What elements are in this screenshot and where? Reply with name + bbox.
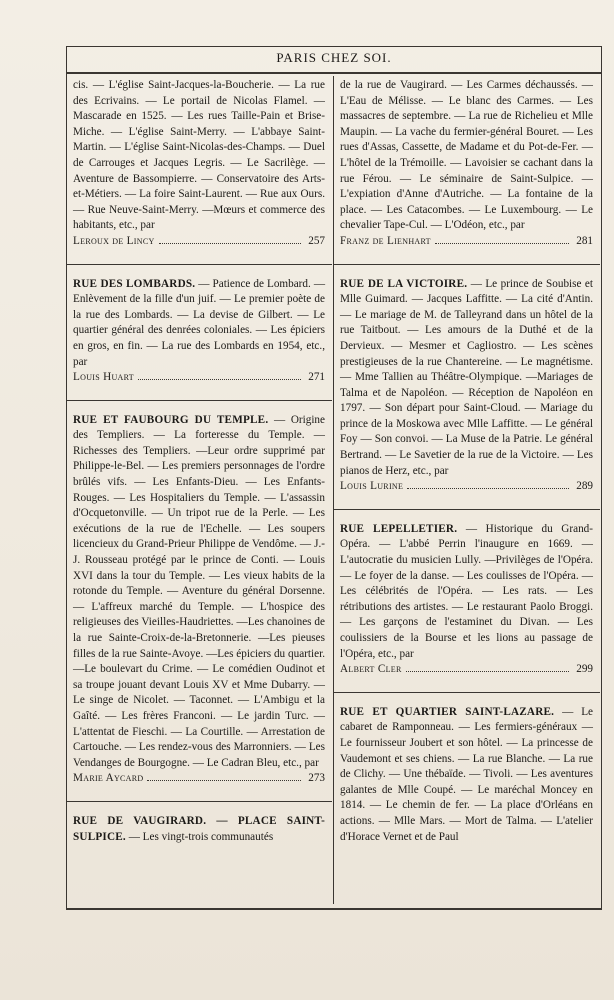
entry-text: — Le cabaret de Ramponneau. — Les fermiers-généraux — Le fournisseur Joubert et son hôtel. — La princesse de Vaudemont et ses chiens. — La rue Blanche. — La rue de Clichy. — Une thébaïde. — Tivoli. — Les aventures galantes de Mlle Coupé. — Le maréchal Moncey en 1814. — Le chemin de fer. — La place d'Orléans en actions. — Mlle Mars. — Mort de Talma. — L'atelier d'Horace Vernet et de Paul — [340, 705, 594, 843]
entry-title: RUE DE VAUGIRARD. — PLACE SAINT-SULPICE. — [73, 814, 325, 843]
entry-body — [73, 413, 325, 772]
toc-entry — [340, 277, 593, 495]
entry-text: — Les vingt-trois communautés — [128, 830, 274, 843]
toc-entry — [73, 78, 325, 250]
entry-author-line — [73, 370, 325, 386]
leader-dots — [138, 379, 301, 380]
entry-page-number: 257 — [308, 234, 325, 247]
entry-page-number: 281 — [576, 234, 593, 247]
entry-body — [340, 78, 593, 234]
entry-title: RUE LEPELLETIER. — [340, 522, 458, 535]
toc-entry — [340, 705, 593, 845]
leader-dots — [406, 671, 569, 672]
entry-text: — Historique du Grand-Opéra. — L'abbé Perrin l'inaugure en 1669. —L'autocratie du musicien Lully. —Privilèges de l'Opéra. — Le foyer de la danse. — Les coulisses de l'Opéra. — Les célébrités de l'Opéra. — Les rats. — Les rétributions des artistes. — Le restaurant Paolo Broggi. — Les garçons de l'estaminet du Divan. — Les coulissiers de la Bourse et les lions au passage de l'Opéra, etc., par — [340, 522, 593, 660]
entry-page-number: 271 — [308, 371, 325, 384]
entry-text: de la rue de Vaugirard. — Les Carmes déchaussés. — L'Eau de Mélisse. — Le blanc des Carmes. — Les massacres de septembre. — La rue de Richelieu et Mlle Maupin. — La vache du fermier-général Bouret. — Les rues d'Assas, Cassette, de Madame et du Pot-de-Fer. — L'hôtel de la Trémoille. — Lavoisier se cachant dans la rue Férou. — Le séminaire de Saint-Sulpice. — L'expiation d'Anne d'Autriche. — La fontaine de la place. — Les Catacombes. — Le Luxembourg. — Le chevalier Tape-Cul. — L'Odéon, etc., par — [340, 79, 593, 232]
entry-body — [73, 814, 325, 845]
leader-dots — [159, 243, 301, 244]
right-column — [340, 78, 593, 859]
column-divider — [333, 76, 334, 904]
entry-separator — [333, 692, 600, 693]
toc-entry — [73, 277, 325, 386]
entry-author: Franz de Lienhart — [340, 234, 431, 247]
left-column — [73, 78, 325, 859]
entry-author: Marie Aycard — [73, 772, 144, 785]
leader-dots — [435, 243, 569, 244]
entry-title: RUE DES LOMBARDS. — [73, 277, 196, 290]
entry-page-number: 299 — [576, 663, 593, 676]
entry-separator — [66, 264, 332, 265]
leader-dots — [407, 488, 569, 489]
entry-author-line — [73, 234, 325, 250]
entry-author-line — [340, 479, 593, 495]
entry-text: — Origine des Templiers. — La forteresse du Temple. — Richesses des Templiers. —Leur ordre supprimé par Philippe-le-Bel. — Les premiers personnages de l'ordre brûlés vifs. — Les Enfants-Dieu. — Les Enfants-Rouges. — Les Hospitaliers du Temple. — L'assassin d'Ocquetonville. — Un tripot rue de la Perle. — Les exécutions de la rue de l'Echelle. — Les soupers licencieux du Grand-Prieur Philippe de Vendôme. — J.-J. Rousseau protégé par le prince de Conti. — Louis XVI dans la tour du Temple. — Les vieux habits de la rotonde du Temple. — Aventure du général Dorsenne. — L'affreux marché du Temple. — L'hospice des religieuses des Vieilles-Haudriettes. —Les chanoines de la rue Sainte-Croix-de-la-Bretonnerie. —Les pieuses filles de la rue Sainte-Avoye. —Les épiciers du quartier. —Le boulevart du Crime. — Le comédien Oudinot et sa troupe jouant devant Louis XV et Mme Dubarry. — Le singe de Nicolet. — Taconnet. — L'Ambigu et la Gaîté. — Les frères Franconi. — Le jardin Turc. — L'attentat de Fieschi. — La Courtille. — Arrestation de Cartouche. — Les rendez-vous des Marronniers. — Les Vendanges de Bourgogne. — Le Cadran Bleu, etc., par — [73, 413, 325, 769]
toc-entry — [340, 522, 593, 678]
entry-author-line — [73, 771, 325, 787]
entry-title: RUE ET FAUBOURG DU TEMPLE. — [73, 413, 269, 426]
toc-entry — [73, 413, 325, 787]
entry-text: cis. — L'église Saint-Jacques-la-Boucherie. — La rue des Ecrivains. — Le portail de Nicolas Flamel. — Mascarade en 1525. — Les rues Taille-Pain et Brise-Miche. — L'église Saint-Merry. — L'abbaye Saint-Martin. — L'église Saint-Nicolas-des-Champs. — Duel de Carrouges et Jacques Legris. — Le Sacrilège. — Aventure de Bassompierre. — Conservatoire des Arts-et-Métiers. — La foire Saint-Laurent. — Rue aux Ours. — Rue Neuve-Saint-Merry. —Mœurs et commerce des habitants, etc., par — [73, 79, 325, 232]
entry-author: Albert Cler — [340, 663, 402, 676]
entry-author-line — [340, 234, 593, 250]
entry-title: RUE DE LA VICTOIRE. — [340, 277, 468, 290]
entry-page-number: 289 — [576, 480, 593, 493]
entry-separator — [333, 264, 600, 265]
entry-title: RUE ET QUARTIER SAINT-LAZARE. — [340, 705, 555, 718]
entry-body — [340, 277, 593, 480]
toc-entry — [340, 78, 593, 250]
entry-body — [340, 522, 593, 662]
entry-text: — Patience de Lombard. — Enlèvement de la fille d'un juif. — Le premier poète de la rue des Lombards. — La devise de Gilbert. — Le quartier général des denrées coloniales. — Les épiciers en gros, en fin. — La rue des Lombards en 1954, etc., par — [73, 277, 326, 368]
entry-page-number: 273 — [308, 772, 325, 785]
entry-body — [340, 705, 593, 845]
leader-dots — [147, 780, 301, 781]
entry-author: Louis Huart — [73, 371, 134, 384]
entry-author-line — [340, 662, 593, 678]
entry-author: Louis Lurine — [340, 480, 404, 493]
entry-author: Leroux de Lincy — [73, 234, 155, 247]
entry-body — [73, 277, 325, 371]
entry-separator — [66, 400, 332, 401]
entry-body — [73, 78, 325, 234]
entry-separator — [333, 509, 600, 510]
entry-separator — [66, 801, 332, 802]
toc-entry — [73, 814, 325, 845]
running-header: PARIS CHEZ SOI. — [66, 50, 602, 74]
entry-text: — Le prince de Soubise et Mlle Guimard. — Jacques Laffitte. — La cité d'Antin. — Le mariage de M. de Talleyrand dans un hôtel de la rue Taitbout. — Les amours de la Duthé et de la Dervieux. — Mesmer et Cagliostro. — Les scènes prestigieuses de la rue Chantereine. — Le magnétisme. — Mme Tallien au Théâtre-Olympique. —Mariages de Talma et de Napoléon. — Réception de Napoléon en 1797. — Son départ pour Saint-Cloud. — Mariage du prince de la Moskowa avec Mlle Laffitte. — Le général Foy — Son convoi. — La Muse de la Patrie. Le général Bertrand. — Le Savetier de la rue de la Victoire. — Les pianos de Herz, etc., par — [340, 277, 593, 477]
